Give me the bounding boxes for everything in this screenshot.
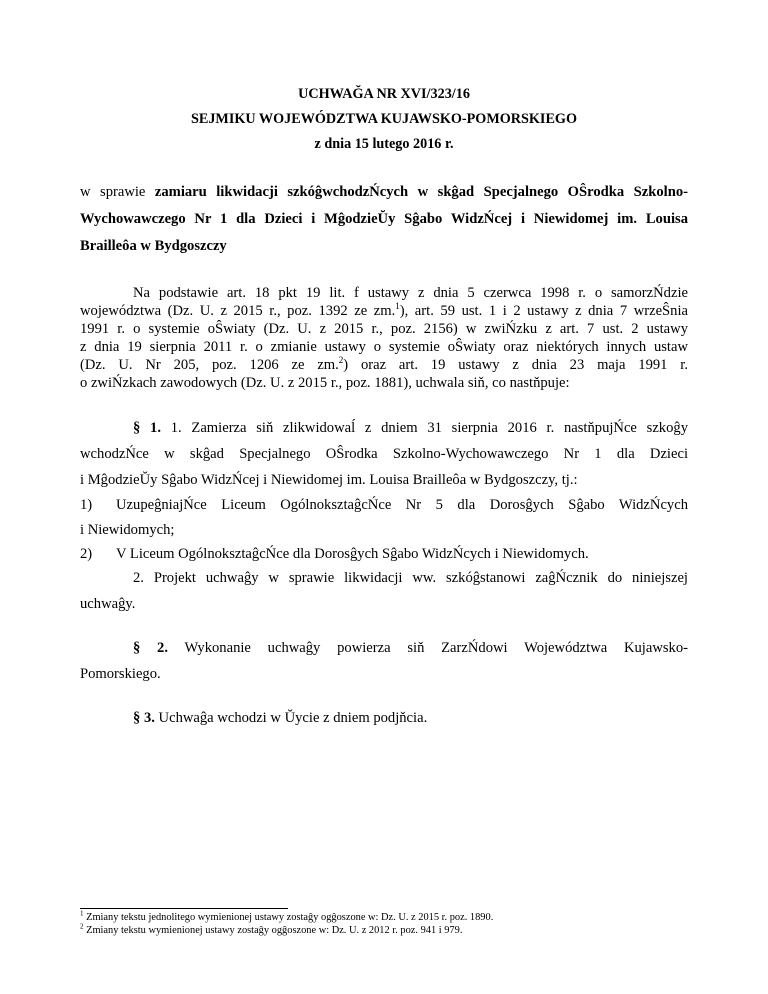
resolution-title: UCHWAĞA NR XVI/323/16 bbox=[298, 86, 470, 102]
preamble-line-4: z dnia 19 sierpnia 2011 r. o zmianie ustawy o systemie oŜwiaty oraz niektórych innych ustaw bbox=[80, 339, 688, 355]
item-2-text: V Liceum OgólnoksztaĝcŃce dla Dorosĝych Sĝabo WidzŃcych i Niewidomych. bbox=[116, 546, 589, 562]
par1-point2-line-2: uchwaĝy. bbox=[80, 596, 136, 612]
par2-label: § 2. bbox=[133, 640, 169, 656]
preamble-line-3: 1991 r. o systemie oŜwiaty (Dz. U. z 2015 r., poz. 2156) w zwiŃzku z art. 7 ust. 2 ustawy bbox=[80, 321, 688, 337]
subject-line-2: Wychowawczego Nr 1 dla Dzieci i MĝodzieŬy Sĝabo WidzŃcej i Niewidomej im. Louisa bbox=[80, 211, 688, 227]
subject-line-3: Brailleôa w Bydgoszczy bbox=[80, 238, 227, 254]
footnote-divider bbox=[80, 908, 288, 909]
footnote-ref-1: 1 bbox=[395, 301, 400, 312]
footnote-1: $^1$ Zmiany tekstu jednolitego wymienionej ustawy zostaĝy ogĝoszone w: Dz. U. z 2015 r. poz. 1890. bbox=[80, 909, 494, 923]
preamble-line-5: (Dz. U. Nr 205, poz. 1206 ze zm.$^2$) oraz art. 19 ustawy z dnia 23 maja 1991 r. bbox=[80, 355, 688, 373]
preamble-line-2: województwa (Dz. U. z 2015 r., poz. 1392 ze zm.$^1$), art. 59 ust. 1 i 2 ustawy z dnia 7 wrzeŜnia bbox=[80, 301, 688, 319]
preamble-line-1: Na podstawie art. 18 pkt 19 lit. f ustawy z dnia 5 czerwca 1998 r. o samorzŃdzie bbox=[133, 285, 688, 301]
item-1-number: 1) bbox=[80, 497, 93, 513]
par2-line-2: Pomorskiego. bbox=[80, 666, 161, 682]
subject-line-1 bbox=[80, 184, 688, 201]
par2-line-1: § 2. Wykonanie uchwaĝy powierza siň ZarzŃdowi Województwa Kujawsko- bbox=[133, 640, 689, 656]
issuing-body: SEJMIKU WOJEWÓDZTWA KUJAWSKO-POMORSKIEGO bbox=[190, 111, 577, 127]
subject-bold: zamiaru likwidacji szkóĝwchodzŃcych w skĝad Specjalnego OŜrodka Szkolno- bbox=[154, 184, 688, 200]
par3-line: § 3. Uchwaĝa wchodzi w Ŭycie z dniem podjňcia. bbox=[133, 710, 428, 726]
footnote-2: $^2$ Zmiany tekstu wymienionej ustawy zostaĝy ogĝoszone w: Dz. U. z 2012 r. poz. 941 i 979. bbox=[80, 922, 463, 936]
item-1-line-2: i Niewidomych; bbox=[80, 522, 175, 538]
subject-prefix: w sprawie bbox=[80, 184, 155, 200]
item-1-line-1: UzupeĝniajŃce Liceum OgólnoksztaĝcŃce Nr 5 dla Dorosĝych Sĝabo WidzŃcych bbox=[116, 497, 688, 513]
resolution-date: z dnia 15 lutego 2016 r. bbox=[314, 136, 454, 152]
item-2-number: 2) bbox=[80, 546, 93, 562]
par3-label: § 3. bbox=[133, 710, 155, 726]
par1-point2-line-1: 2. Projekt uchwaĝy w sprawie likwidacji ww. szkóĝstanowi zaĝŃcznik do niniejszej bbox=[133, 570, 688, 586]
par1-line-1: § 1. 1. Zamierza siň zlikwidowaĺ z dniem 31 sierpnia 2016 r. nastňpujŃce szkoĝy bbox=[133, 420, 688, 436]
par1-line-3: i MĝodzieŬy Sĝabo WidzŃcej i Niewidomej im. Louisa Brailleôa w Bydgoszczy, tj.: bbox=[80, 472, 578, 488]
footnote-ref-2: 2 bbox=[338, 355, 344, 366]
par1-label: § 1. bbox=[133, 420, 161, 436]
par1-line-2: wchodzŃce w skĝad Specjalnego OŜrodka Szkolno-Wychowawczego Nr 1 dla Dzieci bbox=[80, 446, 688, 462]
preamble-line-6: o zwiŃzkach zawodowych (Dz. U. z 2015 r., poz. 1881), uchwala siň, co nastňpuje: bbox=[80, 375, 570, 391]
